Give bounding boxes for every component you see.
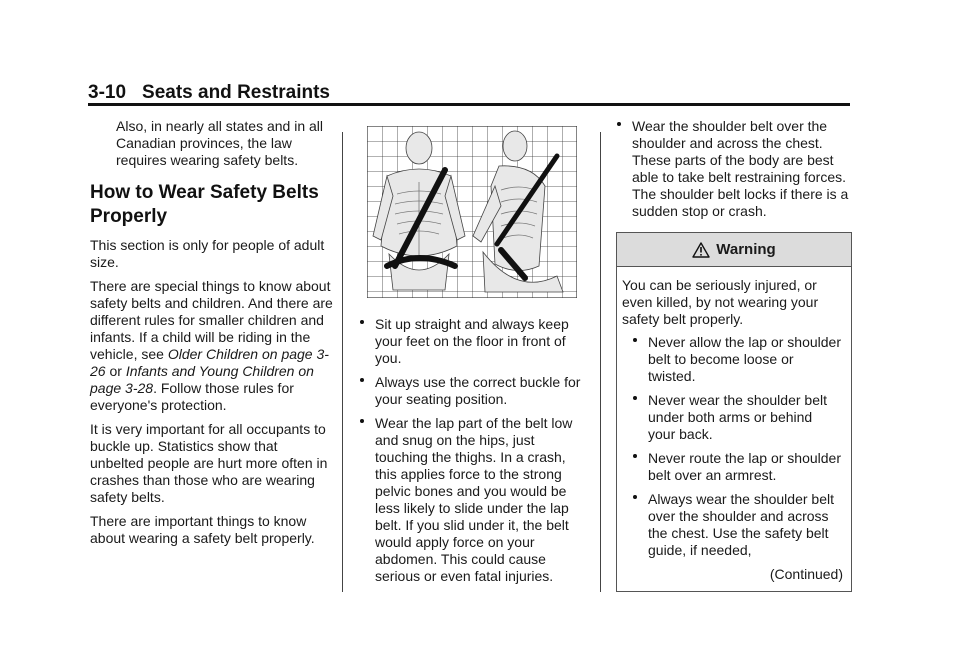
shoulder-belt-list <box>616 118 852 220</box>
list-item: Wear the lap part of the belt low and snug on the hips, just touching the thighs. In a crash, this applies force to the strong pelvic bones and you would be less likely to slide under the lap belt. If you slid under it, the belt would apply force on your abdomen. This could cause serious or even fatal injuries. <box>359 415 587 585</box>
children-or: or <box>105 363 126 379</box>
children-tail: . Follow those rules for everyone's protection. <box>90 380 294 413</box>
warning-list <box>622 334 843 559</box>
warning-header <box>617 233 851 267</box>
intro-paragraph: Also, in nearly all states and in all Canadian provinces, the law requires wearing safety belts. <box>116 118 323 168</box>
list-item: Always use the correct buckle for your seating position. <box>359 374 587 408</box>
paragraph-important-things: There are important things to know about wearing a safety belt properly. <box>90 513 315 546</box>
section-heading: How to Wear Safety Belts Properly <box>90 182 319 227</box>
header-rule <box>88 103 850 106</box>
link-infants-young-children[interactable]: Infants and Young Children on page 3-28 <box>90 363 314 396</box>
column-divider <box>342 132 343 592</box>
continued-label: (Continued) <box>769 566 843 582</box>
list-item: Wear the shoulder belt over the shoulder and across the chest. These parts of the body are best able to take belt restraining forces. The shoulder belt locks if there is a sudden stop or crash. <box>616 118 852 220</box>
safety-belt-illustration <box>367 126 577 298</box>
column-divider <box>600 132 601 592</box>
warning-intro: You can be seriously injured, or even killed, by not wearing your safety belt properly. <box>622 277 819 327</box>
page-number: 3-10 <box>88 82 127 103</box>
list-item: Never wear the shoulder belt under both arms or behind your back. <box>632 392 843 443</box>
warning-box <box>616 232 852 592</box>
list-item: Sit up straight and always keep your feet on the floor in front of you. <box>359 316 587 367</box>
warning-body <box>617 267 851 591</box>
belt-instructions-list <box>359 316 587 585</box>
link-older-children[interactable]: Older Children on page 3-26 <box>90 346 329 379</box>
list-item: Never allow the lap or shoulder belt to become loose or twisted. <box>632 334 843 385</box>
page-header <box>88 82 330 104</box>
children-text: There are special things to know about safety belts and children. And there are different rules for smaller children and infants. If a child will be riding in the vehicle, see <box>90 278 333 362</box>
warning-triangle-icon <box>692 242 710 258</box>
column-1 <box>90 118 334 554</box>
column-3 <box>616 118 852 592</box>
paragraph-children <box>90 278 334 414</box>
section-title: Seats and Restraints <box>142 82 330 103</box>
list-item: Never route the lap or shoulder belt over an armrest. <box>632 450 843 484</box>
list-item: Always wear the shoulder belt over the shoulder and across the chest. Use the safety belt guide, if needed, <box>632 491 843 559</box>
warning-title: Warning <box>716 241 776 258</box>
paragraph-buckle-up: It is very important for all occupants to buckle up. Statistics show that unbelted people are hurt more often in crashes than those who are wearing safety belts. <box>90 421 328 505</box>
column-2 <box>359 118 587 592</box>
paragraph-adult-size: This section is only for people of adult size. <box>90 237 325 270</box>
